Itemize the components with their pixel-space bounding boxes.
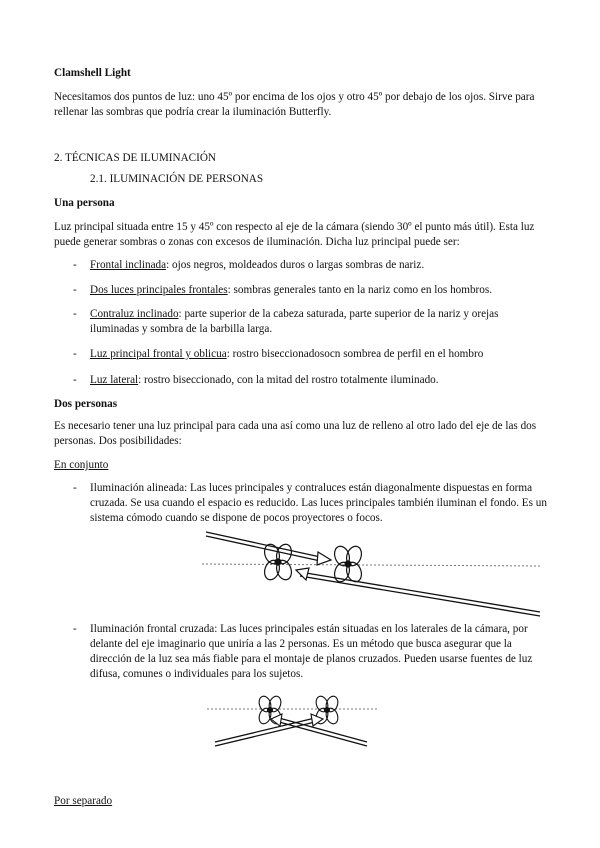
backlight-arrow	[206, 532, 331, 565]
list-item-term: Luz lateral	[90, 374, 139, 386]
una-persona-heading: Una persona	[54, 197, 115, 209]
list-item-desc: : rostro biseccionado, con la mitad del rostro totalmente iluminado.	[138, 374, 439, 386]
por-separado-label: Por separado	[54, 795, 113, 807]
list-marker: -	[73, 259, 77, 271]
list-marker: -	[73, 284, 77, 296]
dos-personas-heading: Dos personas	[54, 398, 118, 410]
list-marker: -	[73, 348, 77, 360]
dos-personas-intro: Es necesario tener una luz principal para cada una así como una luz de relleno al otro lado del eje de las dos personas. Dos posibilidades:	[54, 420, 537, 447]
section-title: 2. TÉCNICAS DE ILUMINACIÓN	[54, 152, 217, 164]
list-item-term: Luz principal frontal y oblicua	[90, 348, 227, 360]
crossed-lighting-diagram	[205, 690, 380, 750]
clamshell-body: Necesitamos dos puntos de luz: uno 45º por encima de los ojos y otro 45º por debajo de los ojos. Sirve para rellenar las sombras que podría crear la iluminación Butterfly.	[54, 91, 535, 118]
list-marker: -	[73, 308, 77, 320]
list-item-desc: : parte superior de la cabeza saturada, parte superior de la nariz y orejas iluminadas y sombra de la barbilla larga.	[90, 308, 499, 335]
clamshell-heading: Clamshell Light	[54, 67, 131, 79]
list-item-term: Dos luces principales frontales	[90, 284, 228, 296]
list-item-desc: : sombras generales tanto en la nariz como en los hombros.	[227, 284, 493, 296]
list-item-desc: : rostro biseccionadosocn sombrea de perfil en el hombro	[226, 348, 484, 360]
aligned-lighting-diagram	[200, 528, 545, 620]
una-persona-intro: Luz principal situada entre 15 y 45º con respecto al eje de la cámara (siendo 30º el punto más útil). Esta luz puede generar sombras o zonas con excesos de iluminación. Dicha luz principal puede ser:	[54, 221, 535, 248]
key-light-arrow	[296, 568, 540, 616]
list-item-term: Frontal inclinada	[90, 259, 167, 271]
list-item-text: Iluminación frontal cruzada: Las luces principales están situadas en los laterales de la cámara, por delante del eje imaginario que uniría a las 2 personas. Es un método que busca asegurar que la dirección de la luz sea más fiable para el montaje de planos cruzados. Pueden usarse fuentes de luz difusa, comunes o individuales para los sujetos.	[90, 623, 533, 680]
list-item-text: Iluminación alineada: Las luces principales y contraluces están diagonalmente dispuestas en forma cruzada. Se usa cuando el espacio es reducido. Las luces principales también iluminan el fondo. Es un sistema cómodo cuando se dispone de pocos proyectores o focos.	[90, 482, 547, 524]
list-marker: -	[73, 482, 77, 494]
en-conjunto-label: En conjunto	[54, 459, 109, 471]
list-item-term: Contraluz inclinado	[90, 308, 179, 320]
subject-axis-line	[202, 564, 540, 566]
list-marker: -	[73, 374, 77, 386]
list-item-desc: : ojos negros, moldeados duros o largas sombras de nariz.	[166, 259, 425, 271]
list-marker: -	[73, 623, 77, 635]
subsection-title: 2.1. ILUMINACIÓN DE PERSONAS	[90, 173, 264, 185]
